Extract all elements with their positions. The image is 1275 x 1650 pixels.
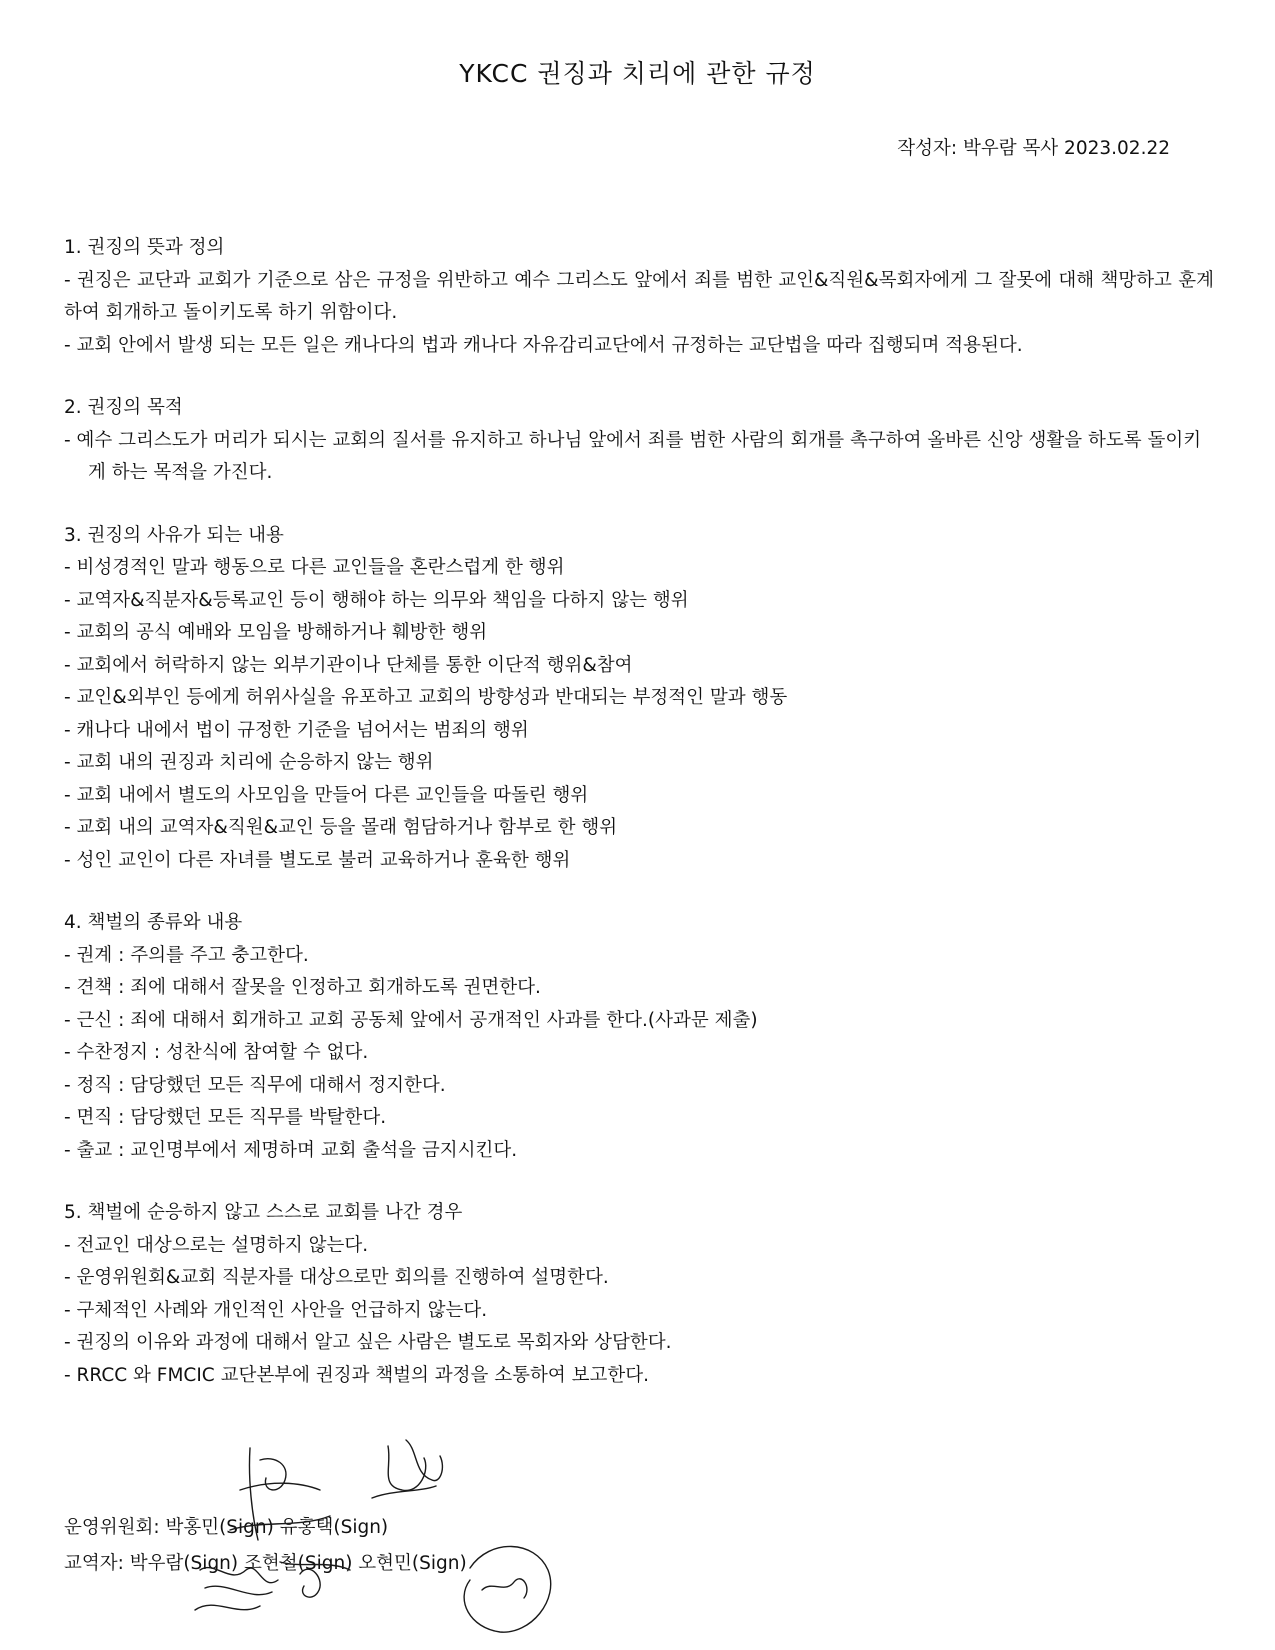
section-grounds xyxy=(64,520,1214,878)
list-item: - 전교인 대상으로는 설명하지 않는다. xyxy=(64,1234,369,1256)
list-item: - 수찬정지 : 성찬식에 참여할 수 없다. xyxy=(64,1042,369,1063)
document-body xyxy=(64,232,1214,1422)
list-item: - 비성경적인 말과 행동으로 다른 교인들을 혼란스럽게 한 행위 xyxy=(64,557,565,578)
list-item: - 정직 : 담당했던 모든 직무에 대해서 정지한다. xyxy=(64,1074,446,1096)
list-item: - 출교 : 교인명부에서 제명하며 교회 출석을 금지시킨다. xyxy=(64,1139,518,1161)
author-line: 작성자: 박우람 목사 2023.02.22 xyxy=(897,138,1170,159)
section-heading: 4. 책벌의 종류와 내용 xyxy=(64,912,243,933)
list-item: - 교회 내의 교역자&직원&교인 등을 몰래 험담하거나 함부로 한 행위 xyxy=(64,817,618,838)
list-item: - 권징은 교단과 교회가 기준으로 삼은 규정을 위반하고 예수 그리스도 앞에서 죄를 범한 교인&직원&목회자에게 그 잘못에 대해 책망하고 훈계하여 회개하고 돌이키도록 하기 위함이다. xyxy=(64,269,1214,323)
list-item: - 예수 그리스도가 머리가 되시는 교회의 질서를 유지하고 하나님 앞에서 죄를 범한 사람의 회개를 촉구하여 올바른 신앙 생활을 하도록 돌이키게 하는 목적을 가진다. xyxy=(64,429,1202,483)
list-item: - 면직 : 담당했던 모든 직무를 박탈한다. xyxy=(64,1107,387,1128)
section-heading: 2. 권징의 목적 xyxy=(64,397,183,418)
list-item: - 캐나다 내에서 법이 규정한 기준을 넘어서는 범죄의 행위 xyxy=(64,719,529,741)
list-item: - 권계 : 주의를 주고 충고한다. xyxy=(64,944,309,966)
list-item: - 구체적인 사례와 개인적인 사안을 언급하지 않는다. xyxy=(64,1299,488,1321)
section-heading: 3. 권징의 사유가 되는 내용 xyxy=(64,524,284,546)
section-definition xyxy=(64,232,1214,362)
section-purpose xyxy=(64,392,1214,490)
section-heading: 1. 권징의 뜻과 정의 xyxy=(64,237,225,258)
list-item: - 견책 : 죄에 대해서 잘못을 인정하고 회개하도록 권면한다. xyxy=(64,977,541,998)
signature-block xyxy=(64,1510,764,1582)
list-item: - 근신 : 죄에 대해서 회개하고 교회 공동체 앞에서 공개적인 사과를 한다.(사과문 제출) xyxy=(64,1009,758,1031)
list-item: - 교회의 공식 예배와 모임을 방해하거나 훼방한 행위 xyxy=(64,622,488,643)
list-item: - 운영위원회&교회 직분자를 대상으로만 회의를 진행하여 설명한다. xyxy=(64,1267,609,1288)
section-heading: 5. 책벌에 순응하지 않고 스스로 교회를 나간 경우 xyxy=(64,1202,463,1223)
list-item: - 성인 교인이 다른 자녀를 별도로 불러 교육하거나 훈육한 행위 xyxy=(64,849,571,871)
list-item: - 권징의 이유와 과정에 대해서 알고 싶은 사람은 별도로 목회자와 상담한다. xyxy=(64,1332,672,1353)
section-departure xyxy=(64,1197,1214,1392)
list-item: - 교회에서 허락하지 않는 외부기관이나 단체를 통한 이단적 행위&참여 xyxy=(64,654,633,676)
document-title: YKCC 권징과 치리에 관한 규정 xyxy=(459,59,816,88)
section-penalties xyxy=(64,907,1214,1167)
list-item: - 교회 내에서 별도의 사모임을 만들어 다른 교인들을 따돌린 행위 xyxy=(64,784,589,806)
clergy-signature-line: 교역자: 박우람(Sign) 조현철(Sign) 오현민(Sign) xyxy=(64,1553,467,1574)
list-item: - RRCC 와 FMCIC 교단본부에 권징과 책벌의 과정을 소통하여 보고한다. xyxy=(64,1364,650,1386)
list-item: - 교회 내의 권징과 치리에 순응하지 않는 행위 xyxy=(64,752,434,773)
list-item: - 교인&외부인 등에게 허위사실을 유포하고 교회의 방향성과 반대되는 부정적인 말과 행동 xyxy=(64,687,788,708)
list-item: - 교역자&직분자&등록교인 등이 행해야 하는 의무와 책임을 다하지 않는 행위 xyxy=(64,589,689,611)
list-item: - 교회 안에서 발생 되는 모든 일은 캐나다의 법과 캐나다 자유감리교단에서 규정하는 교단법을 따라 집행되며 적용된다. xyxy=(64,334,1023,356)
committee-signature-line: 운영위원회: 박홍민(Sign) 유홍택(Sign) xyxy=(64,1517,389,1538)
